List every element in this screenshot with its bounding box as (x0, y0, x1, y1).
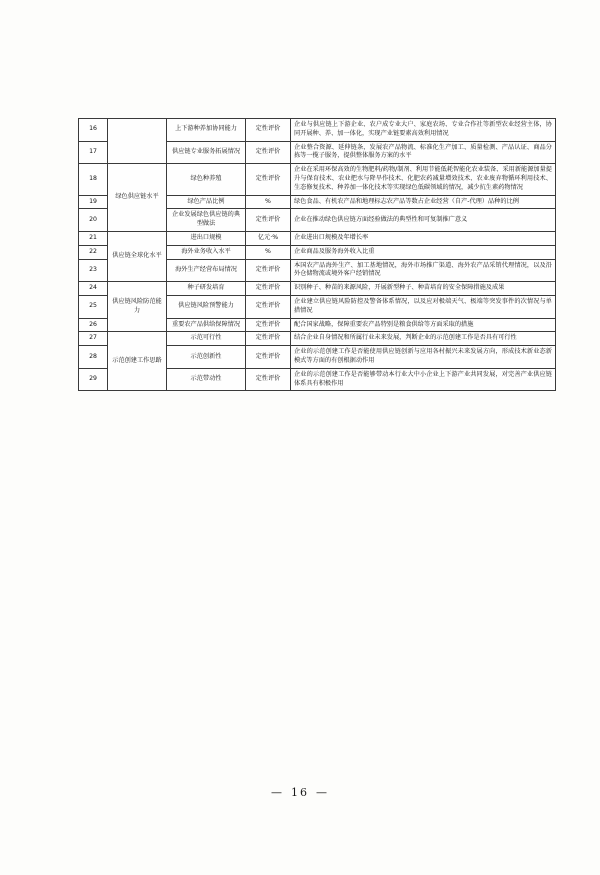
row-unit: 定性评价 (246, 318, 291, 332)
row-index: 17 (79, 141, 108, 164)
row-index: 18 (79, 164, 108, 195)
row-unit: 定性评价 (246, 119, 291, 142)
row-description: 识别种子、种苗的来源风险，开展新型种子、种苗培育的安全保障措施及成果 (291, 282, 556, 296)
row-item: 示范带动性 (167, 368, 246, 391)
row-unit: 定性评价 (246, 259, 291, 282)
row-description: 企业商品及服务海外收入比重 (291, 245, 556, 259)
row-index: 16 (79, 119, 108, 142)
row-index: 23 (79, 259, 108, 282)
row-item: 示范创新性 (167, 346, 246, 369)
page-number: 16 (291, 786, 309, 799)
row-item: 绿色产品比例 (167, 195, 246, 209)
row-unit: 定性评价 (246, 282, 291, 296)
row-description: 结合企业自身情况和所属行业未来发展，判断企业的示范创建工作是否具有可行性 (291, 332, 556, 346)
row-index: 22 (79, 245, 108, 259)
row-index: 28 (79, 346, 108, 369)
row-description: 本国农产品海外生产、加工基地情况，海外市场推广渠道、海外农产品采销代理情况，以及沿外仓储物流或境外客户经销情况 (291, 259, 556, 282)
row-index: 25 (79, 295, 108, 318)
row-description: 企业在推动绿色供应链方面经验做法的典型性和可复制推广意义 (291, 209, 556, 232)
row-unit: % (246, 245, 291, 259)
row-item: 供应链专业服务拓展情况 (167, 141, 246, 164)
row-item: 绿色种养殖 (167, 164, 246, 195)
row-description: 企业的示范创建工作是否能够带动本行业大中小企业上下游产业共同发展，对完善产业供应链体系具有积极作用 (291, 368, 556, 391)
row-item: 海外业务收入水平 (167, 245, 246, 259)
row-item: 企业发展绿色供应链的典型做法 (167, 209, 246, 232)
row-description: 企业的示范创建工作是否能使用供应链创新与应用各村振兴未来发展方向，形成技术新业态新模式等方面的有创根据动作用 (291, 346, 556, 369)
row-dimension (108, 119, 167, 164)
table-row (79, 164, 556, 195)
row-unit: 定性评价 (246, 164, 291, 195)
row-unit: 定性评价 (246, 209, 291, 232)
row-dimension: 示范创建工作思路 (108, 332, 167, 391)
row-item: 进出口规模 (167, 231, 246, 245)
row-description: 配合国家战略，保障重要农产品特别是粮食供给等方面采取的措施 (291, 318, 556, 332)
row-index: 21 (79, 231, 108, 245)
row-index: 26 (79, 318, 108, 332)
table-row (79, 332, 556, 346)
page-footer (0, 786, 600, 799)
table-row (79, 119, 556, 142)
row-index: 19 (79, 195, 108, 209)
row-index: 27 (79, 332, 108, 346)
row-description: 企业与供应链上下游企业、农户成专业大户、家庭农场、专业合作社等新型农业经营主体，协同开展种、养、加一体化，实现产业链要素高效利用情况 (291, 119, 556, 142)
row-index: 29 (79, 368, 108, 391)
row-item: 示范可行性 (167, 332, 246, 346)
row-unit: 亿元·% (246, 231, 291, 245)
row-dimension: 供应链风险防范能力 (108, 282, 167, 332)
row-index: 24 (79, 282, 108, 296)
row-unit: 定性评价 (246, 295, 291, 318)
row-dimension: 绿色供应链水平 (108, 164, 167, 232)
row-item: 上下游种养加协同能力 (167, 119, 246, 142)
row-item: 供应链风险预警能力 (167, 295, 246, 318)
row-unit: 定性评价 (246, 332, 291, 346)
evaluation-table-container (78, 118, 552, 391)
footer-dash-right: — (316, 786, 329, 799)
row-item: 重要农产品供给保障情况 (167, 318, 246, 332)
table-body (79, 119, 556, 391)
row-unit: 定性评价 (246, 141, 291, 164)
row-description: 企业建立供应链风险防控及警备体系情况，以及应对极端天气、极端等突发事件的次情况与单措情况 (291, 295, 556, 318)
table-row (79, 282, 556, 296)
row-item: 海外生产经营布局情况 (167, 259, 246, 282)
table-row (79, 231, 556, 245)
row-unit: 定性评价 (246, 368, 291, 391)
row-unit: % (246, 195, 291, 209)
row-item: 种子研发培育 (167, 282, 246, 296)
row-index: 20 (79, 209, 108, 232)
row-description: 企业整合资源、延伸链条，发展农产品物流、标准化生产加工、质量检测、产品认证、商品分拣等一揽子服务，提供整体服务方案的水平 (291, 141, 556, 164)
row-description: 企业在采用环保高效的生物肥料/药物/制剂、利用节能低耗智能化农业装备、采用新能源加量提升与保育技术、农业把水与降旱作技术、化肥农药减量增效技术、农业废弃物循环利用技术、生态修复技术、种养加一体化技术等实现绿色低碳领域的情况，减少抗生素药物情况 (291, 164, 556, 195)
row-unit: 定性评价 (246, 346, 291, 369)
row-description: 绿色食品、有机农产品和地理标志农产品等数占企业经营（自产-代理）品种的比例 (291, 195, 556, 209)
row-description: 企业进出口规模及年增长率 (291, 231, 556, 245)
row-dimension: 供应链全球化水平 (108, 231, 167, 281)
footer-dash-left: — (271, 786, 284, 799)
evaluation-table (78, 118, 556, 391)
